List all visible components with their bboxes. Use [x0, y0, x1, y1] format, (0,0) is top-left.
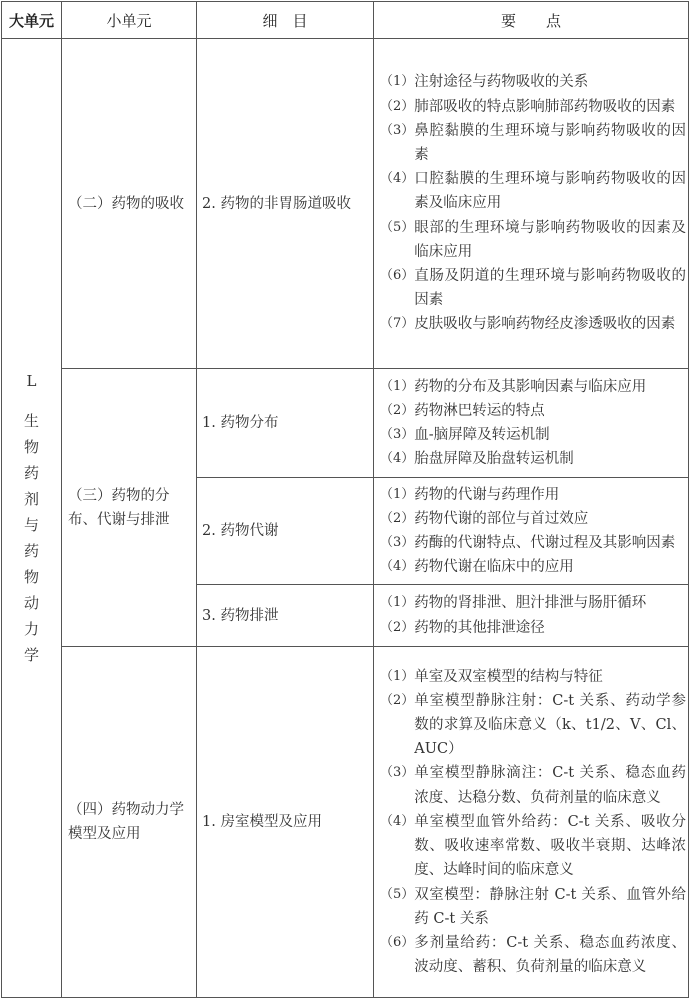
unit-title-char: 生	[23, 412, 39, 430]
list-item	[380, 216, 686, 264]
point-text: 直肠及阴道的生理环境与影响药物吸收的因素	[414, 268, 686, 309]
point-text: 单室模型血管外给药：C-t 关系、吸收分数、吸收速率常数、吸收半衰期、达峰浓度、达峰时间的临床意义	[414, 813, 686, 879]
table-row	[2, 369, 689, 478]
list-item	[380, 507, 686, 531]
point-number: （1）	[380, 668, 415, 684]
point-number: （3）	[380, 122, 415, 138]
point-number: （1）	[380, 595, 415, 611]
point-number: （4）	[380, 171, 415, 187]
unit-title-char: 物	[23, 568, 39, 586]
list-item	[380, 375, 686, 399]
points-cell	[374, 39, 689, 369]
point-text: 皮肤吸收与影响药物经皮渗透吸收的因素	[414, 316, 676, 333]
point-text: 药物的其他排泄途径	[414, 619, 545, 636]
header-row	[2, 2, 689, 39]
point-text: 注射途径与药物吸收的关系	[414, 74, 589, 91]
unit-title-char: 动	[23, 594, 39, 612]
point-number: （3）	[380, 535, 415, 550]
point-text: 药物的分布及其影响因素与临床应用	[414, 378, 647, 395]
list-item	[380, 591, 686, 615]
detail-cell: 1. 房室模型及应用	[197, 647, 374, 998]
point-text: 药物的代谢与药理作用	[414, 486, 560, 503]
point-number: （6）	[380, 934, 415, 950]
point-number: （7）	[380, 316, 415, 332]
syllabus-table	[1, 1, 689, 998]
subunit-cell: （三）药物的分布、代谢与排泄	[62, 369, 197, 647]
list-item	[380, 264, 686, 312]
header-detail: 细 目	[197, 2, 374, 39]
detail-cell: 3. 药物排泄	[197, 585, 374, 647]
point-text: 药物的肾排泄、胆汁排泄与肠肝循环	[414, 595, 647, 612]
point-number: （6）	[380, 268, 415, 283]
unit-title-char: 药	[23, 464, 39, 482]
points-cell	[374, 647, 689, 998]
points-cell	[374, 369, 689, 478]
point-text: 单室模型静脉滴注：C-t 关系、稳态血药浓度、达稳分数、负荷剂量的临床意义	[414, 765, 686, 806]
unit-title-char: 剂	[23, 490, 39, 508]
point-number: （2）	[380, 402, 415, 418]
unit-number: L	[26, 372, 37, 390]
table-row	[2, 39, 689, 369]
list-item	[380, 70, 686, 94]
point-text: 单室及双室模型的结构与特征	[414, 668, 603, 685]
list-item	[380, 665, 686, 689]
point-number: （5）	[380, 219, 415, 235]
list-item	[380, 761, 686, 809]
point-text: 多剂量给药：C-t 关系、稳态血药浓度、波动度、蓄积、负荷剂量的临床意义	[414, 934, 686, 976]
points-cell	[374, 585, 689, 647]
list-item	[380, 95, 686, 119]
point-number: （4）	[380, 559, 415, 575]
point-text: 胎盘屏障及胎盘转运机制	[414, 451, 574, 468]
point-number: （2）	[380, 510, 415, 526]
subunit-cell: （二）药物的吸收	[62, 39, 197, 369]
point-text: 口腔黏膜的生理环境与影响药物吸收的因素及临床应用	[414, 171, 686, 212]
header-subunit: 小单元	[62, 2, 197, 39]
list-item	[380, 447, 686, 471]
list-item	[380, 810, 686, 883]
list-item	[380, 119, 686, 167]
detail-cell: 2. 药物代谢	[197, 478, 374, 585]
list-item	[380, 616, 686, 640]
point-number: （5）	[380, 886, 415, 902]
point-text: 药物代谢在临床中的应用	[414, 559, 574, 576]
unit-title-char: 学	[23, 646, 39, 664]
unit-title-char: 力	[23, 620, 39, 638]
point-text: 鼻腔黏膜的生理环境与影响药物吸收的因素	[414, 122, 686, 163]
unit-title-char: 与	[23, 516, 39, 534]
point-number: （2）	[380, 619, 415, 635]
list-item	[380, 883, 686, 931]
point-text: 单室模型静脉注射：C-t 关系、药动学参数的求算及临床意义（k、t1/2、V、Cl、AUC）	[414, 692, 686, 758]
point-text: 肺部吸收的特点影响肺部药物吸收的因素	[414, 98, 676, 115]
detail-cell: 2. 药物的非胃肠道吸收	[197, 39, 374, 369]
point-number: （4）	[380, 813, 415, 829]
point-text: 眼部的生理环境与影响药物吸收的因素及临床应用	[414, 219, 686, 260]
list-item	[380, 399, 686, 423]
list-item	[380, 312, 686, 336]
point-text: 药酶的代谢特点、代谢过程及其影响因素	[414, 535, 676, 551]
point-number: （3）	[380, 427, 415, 442]
points-cell	[374, 478, 689, 585]
list-item	[380, 531, 686, 555]
list-item	[380, 167, 686, 215]
table-row	[2, 647, 689, 998]
unit-title-char: 药	[23, 542, 39, 560]
list-item	[380, 483, 686, 507]
point-text: 双室模型：静脉注射 C-t 关系、血管外给药 C-t 关系	[414, 886, 686, 927]
point-number: （2）	[380, 98, 415, 114]
point-number: （1）	[380, 74, 415, 90]
header-points: 要 点	[374, 2, 689, 39]
detail-cell: 1. 药物分布	[197, 369, 374, 478]
list-item	[380, 423, 686, 447]
point-text: 药物淋巴转运的特点	[414, 402, 545, 419]
header-unit: 大单元	[2, 2, 62, 39]
point-number: （3）	[380, 765, 415, 781]
point-number: （4）	[380, 451, 415, 467]
point-text: 药物代谢的部位与首过效应	[414, 510, 589, 527]
point-number: （1）	[380, 378, 415, 394]
unit-title-char: 物	[23, 438, 39, 456]
list-item	[380, 931, 686, 979]
unit-cell	[2, 39, 62, 998]
point-text: 血-脑屏障及转运机制	[414, 427, 550, 443]
list-item	[380, 689, 686, 762]
point-number: （1）	[380, 486, 415, 502]
point-number: （2）	[380, 692, 415, 708]
subunit-cell: （四）药物动力学模型及应用	[62, 647, 197, 998]
list-item	[380, 555, 686, 579]
